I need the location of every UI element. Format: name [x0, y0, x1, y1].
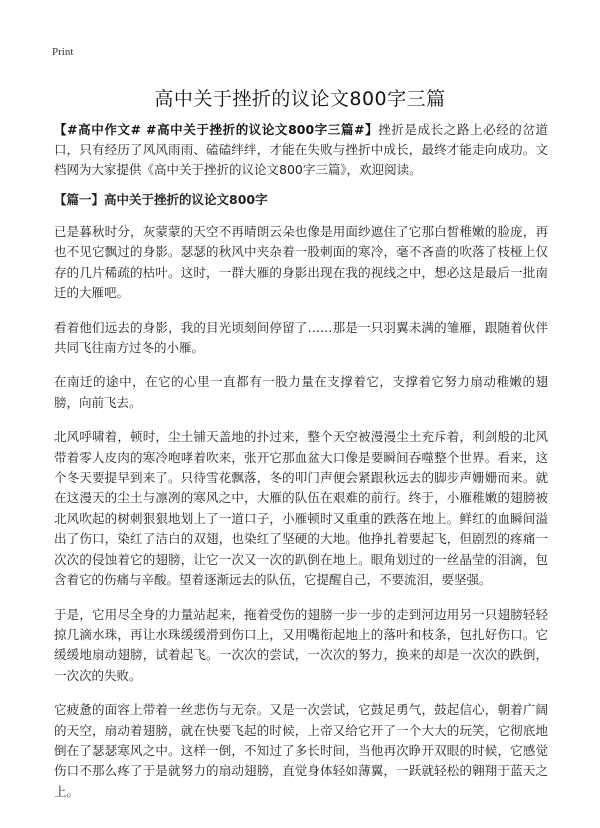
paragraph-1: 已是暮秋时分，灰蒙蒙的天空不再晴朗云朵也像是用面纱遮住了它那白皙稚嫩的脸庞，再也不见它飘过的身影。瑟瑟的秋风中夹杂着一股刺面的寒冷，毫不吝啬的吹落了枝桠上仅存的几片稀疏的枯叶。这时，一群大雁的身影出现在我的视线之中，想必这是最后一批南迁的大雁吧。: [54, 224, 548, 301]
intro-paragraph: [54, 120, 548, 180]
paragraph-5: 于是，它用尽全身的力量站起来，拖着受伤的翅膀一步一步的走到河边用另一只翅膀轻轻掠几滴水珠，再让水珠缓缓滑到伤口上，又用嘴衔起地上的落叶和枝条，包扎好伤口。它缓缓地扇动翅膀，试着起飞。一次次的尝试，一次次的努力，换来的却是一次次的跌倒，一次次的失败。: [54, 606, 548, 683]
paragraph-4: 北风呼啸着，顿时，尘土铺天盖地的扑过来，整个天空被漫漫尘土充斥着，利剑般的北风带着零人皮肉的寒冷咆哮着吹来，张开它那血盆大口像是要瞬间吞噬整个世界。看来，这个冬天要提早到来了。只待雪花飘落，冬的叩门声便会紧跟秋远去的脚步声姗姗而来。就在这漫天的尘土与凛冽的寒风之中，大雁的队伍在艰难的前行。终于，小雁稚嫩的翅膀被北风吹起的树刺狠狠地划上了一道口子，小雁顿时又重重的跌落在地上。鲜红的血瞬间溢出了伤口，染红了洁白的双翅，也染红了坚硬的大地。他挣扎着要起飞，但剧烈的疼痛一次次的侵蚀着它的翅膀，让它一次又一次的趴倒在地上。眼角划过的一丝晶莹的泪滴，包含着它的伤痛与辛酸。望着逐渐远去的队伍，它提醒自己，不要流泪，要坚强。: [54, 429, 548, 588]
print-label: Print: [52, 46, 74, 58]
intro-tags: 【#高中作文# #高中关于挫折的议论文800字三篇#】: [54, 122, 379, 137]
article-body: [54, 120, 548, 816]
paragraph-2: 看着他们远去的身影，我的目光顷刻间停留了……那是一只羽翼未满的雏雁，跟随着伙伴共同飞往南方过冬的小雁。: [54, 319, 548, 356]
section-heading: 【篇一】高中关于挫折的议论文800字: [54, 192, 268, 207]
intro-text: 挫折是成长之路上必经的岔道口，只有经历了风风雨雨、磕磕绊绊，才能在失败与挫折中成长，最终才能走向成功。文档网为大家提供《高中关于挫折的议论文800字三篇》，欢迎阅读。: [54, 122, 548, 177]
page-title: 高中关于挫折的议论文800字三篇: [154, 88, 446, 110]
paragraph-6: 它疲惫的面容上带着一丝悲伤与无奈。又是一次尝试，它鼓足勇气，鼓起信心，朝着广阔的天空，扇动着翅膀，就在快要飞起的时候，上帝又给它开了一个大大的玩笑，它彻底地倒在了瑟瑟寒风之中。这样一倒，不知过了多长时间，当他再次睁开双眼的时候，它感觉伤口不那么疼了于是就努力的扇动翅膀，直觉身体轻如薄翼，一跃就轻松的翱翔于蓝天之上。: [54, 702, 548, 799]
paragraph-3: 在南迁的途中，在它的心里一直都有一股力量在支撑着它，支撑着它努力扇动稚嫩的翅膀，向前飞去。: [54, 374, 548, 410]
